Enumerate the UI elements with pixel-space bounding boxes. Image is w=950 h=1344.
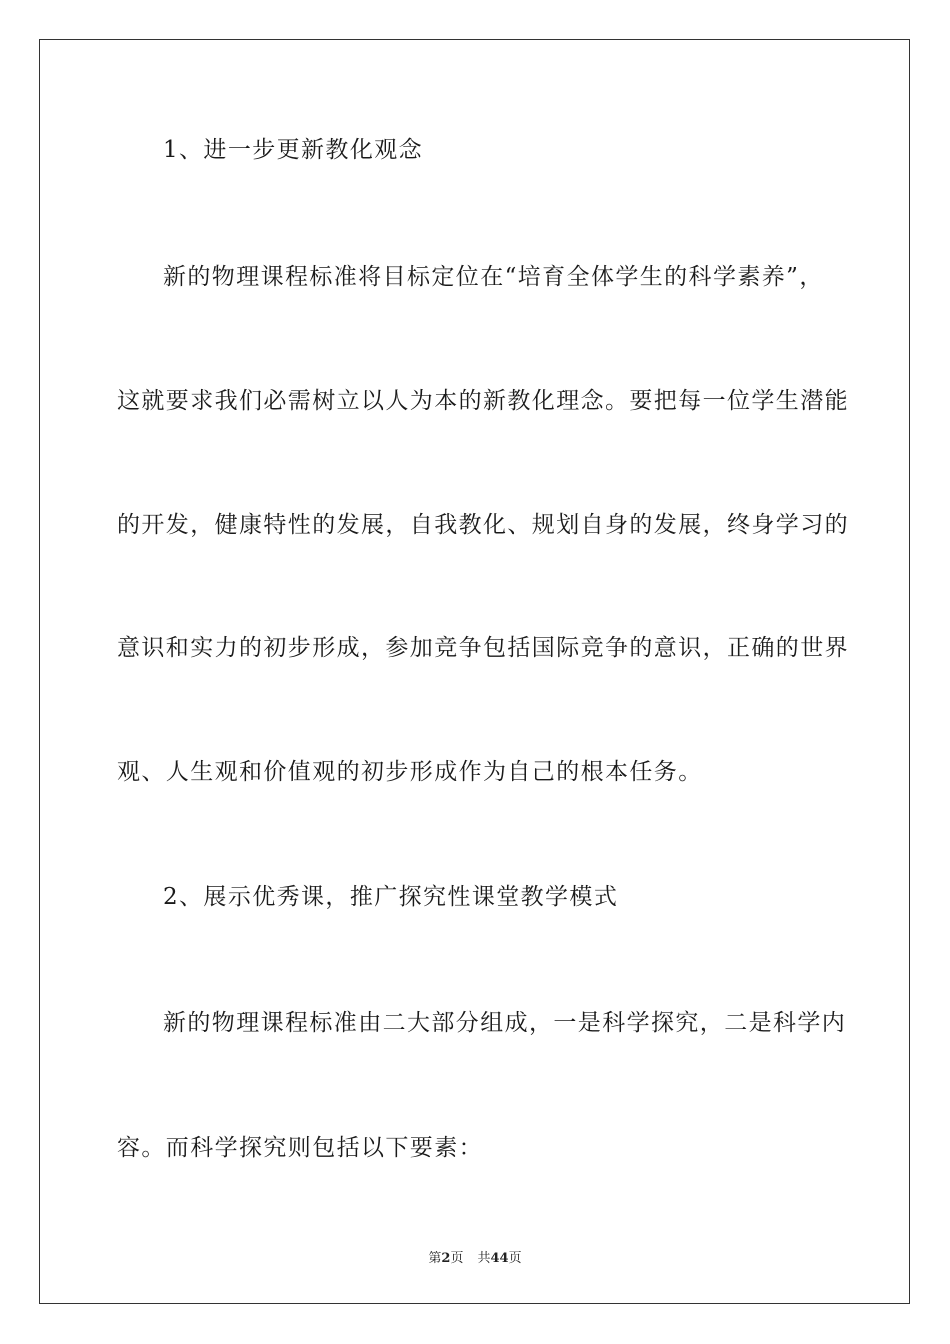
footer-page-suffix: 页 [450,1251,464,1266]
paragraph-line: 的开发，健康特性的发展，自我教化、规划自身的发展，终身学习的 [117,512,849,538]
paragraph-line: 意识和实力的初步形成，参加竞争包括国际竞争的意识，正确的世界 [117,635,849,661]
paragraph-line: 新的物理课程标准由二大部分组成，一是科学探究，二是科学内 [163,1010,847,1036]
footer-page-number: 2 [441,1251,451,1266]
page-footer [0,1247,950,1266]
paragraph-line: 观、人生观和价值观的初步形成作为自己的根本任务。 [117,759,703,785]
footer-page-prefix: 第 [428,1251,442,1266]
paragraph-line: 新的物理课程标准将目标定位在“培育全体学生的科学素养”， [163,264,824,290]
footer-total-suffix: 页 [508,1251,522,1266]
paragraph-line: 容。而科学探究则包括以下要素： [117,1135,483,1161]
footer-total-prefix: 共 [477,1251,491,1266]
section-heading-2: 2、展示优秀课，推广探究性课堂教学模式 [163,884,619,910]
paragraph-line: 这就要求我们必需树立以人为本的新教化理念。要把每一位学生潜能 [117,388,849,414]
footer-total-pages: 44 [490,1251,509,1266]
page-border [39,39,910,1304]
section-heading-1: 1、进一步更新教化观念 [163,137,424,163]
